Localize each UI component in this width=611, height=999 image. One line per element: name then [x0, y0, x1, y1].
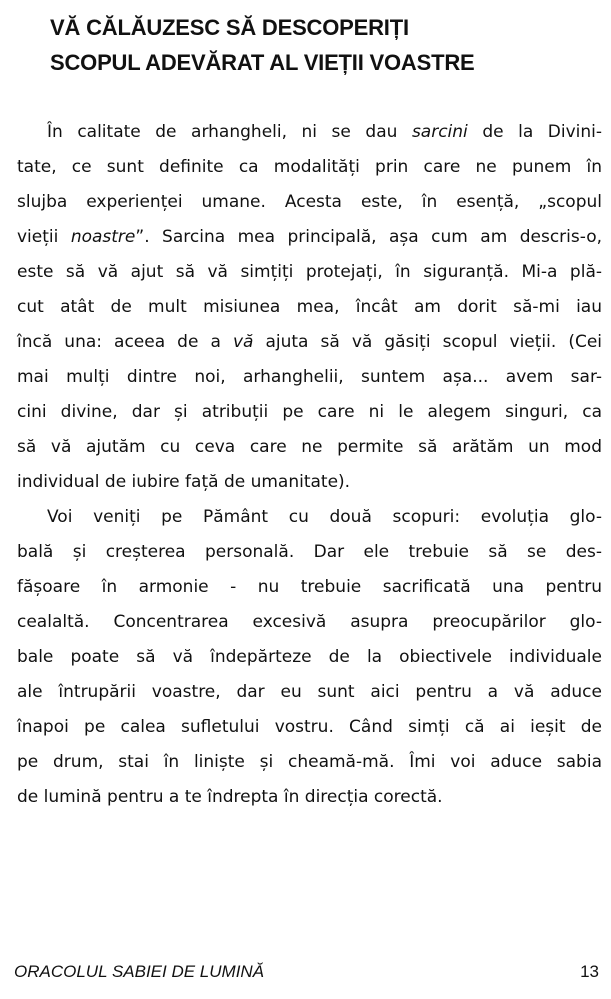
text-segment: Voi veniți pe Pământ cu două scopuri: evoluția glo- [47, 507, 602, 527]
text-line [17, 570, 602, 605]
text-segment: cealaltă. Concentrarea excesivă asupra preocupărilor glo- [17, 612, 602, 632]
text-segment: încă una: aceea de a [17, 332, 233, 352]
text-segment: vă [232, 332, 254, 352]
text-segment: slujba experienței umane. Acesta este, în esență, „scopul [17, 192, 602, 212]
running-footer-title: ORACOLUL SABIEI DE LUMINĂ [14, 962, 265, 981]
text-segment: de la Divini- [467, 122, 602, 142]
text-segment: bale poate să vă îndepărteze de la obiectivele individuale [17, 647, 602, 667]
chapter-heading-line-1: VĂ CĂLĂUZESC SĂ DESCOPERIȚI [50, 15, 409, 40]
text-line [17, 710, 602, 745]
text-line [17, 605, 602, 640]
text-line [17, 290, 602, 325]
text-segment: înapoi pe calea sufletului vostru. Când simți că ai ieșit de [17, 717, 602, 737]
text-segment: sarcini [411, 122, 468, 142]
text-line [17, 500, 602, 535]
text-segment: de lumină pentru a te îndrepta în direcția corectă. [17, 787, 443, 807]
text-segment: ale întrupării voastre, dar eu sunt aici pentru a vă aduce [17, 682, 602, 702]
text-segment: fășoare în armonie - nu trebuie sacrificată una pentru [17, 577, 602, 597]
text-line [17, 185, 602, 220]
text-segment: În calitate de arhangheli, ni se dau [47, 122, 412, 142]
text-line [17, 745, 602, 780]
text-segment: vieții [17, 227, 71, 247]
text-segment: noastre [70, 227, 136, 247]
text-segment: ajuta să vă găsiți scopul vieții. (Cei [253, 332, 603, 352]
text-segment: cini divine, dar și atribuții pe care ni le alegem singuri, ca [17, 402, 602, 422]
text-segment: este să vă ajut să vă simțiți protejați, în siguranță. Mi-a plă- [17, 262, 602, 282]
text-segment: bală și creșterea personală. Dar ele trebuie să se des- [17, 542, 602, 562]
text-line [17, 465, 602, 500]
paragraph [17, 115, 602, 500]
text-segment: mai mulți dintre noi, arhanghelii, suntem așa... avem sar- [17, 367, 602, 387]
text-segment: ”. Sarcina mea principală, așa cum am descris-o, [135, 227, 602, 247]
text-line [17, 220, 602, 255]
text-line [17, 430, 602, 465]
text-line [17, 325, 602, 360]
text-line [17, 150, 602, 185]
text-segment: să vă ajutăm cu ceva care ne permite să arătăm un mod [17, 437, 602, 457]
text-line [17, 395, 602, 430]
text-segment: pe drum, stai în liniște și cheamă-mă. Îmi voi aduce sabia [17, 752, 602, 772]
text-line [17, 535, 602, 570]
text-segment: cut atât de mult misiunea mea, încât am dorit să-mi iau [17, 297, 602, 317]
paragraph [17, 500, 602, 815]
text-line [17, 360, 602, 395]
text-line [17, 640, 602, 675]
text-segment: tate, ce sunt definite ca modalități prin care ne punem în [17, 157, 602, 177]
page-number: 13 [580, 962, 599, 981]
chapter-heading [50, 10, 474, 80]
text-segment: individual de iubire față de umanitate). [17, 472, 351, 492]
chapter-heading-line-2: SCOPUL ADEVĂRAT AL VIEȚII VOASTRE [50, 50, 475, 75]
body-text [17, 115, 602, 815]
text-line [17, 780, 602, 815]
text-line [17, 255, 602, 290]
text-line [17, 675, 602, 710]
text-line [17, 115, 602, 150]
